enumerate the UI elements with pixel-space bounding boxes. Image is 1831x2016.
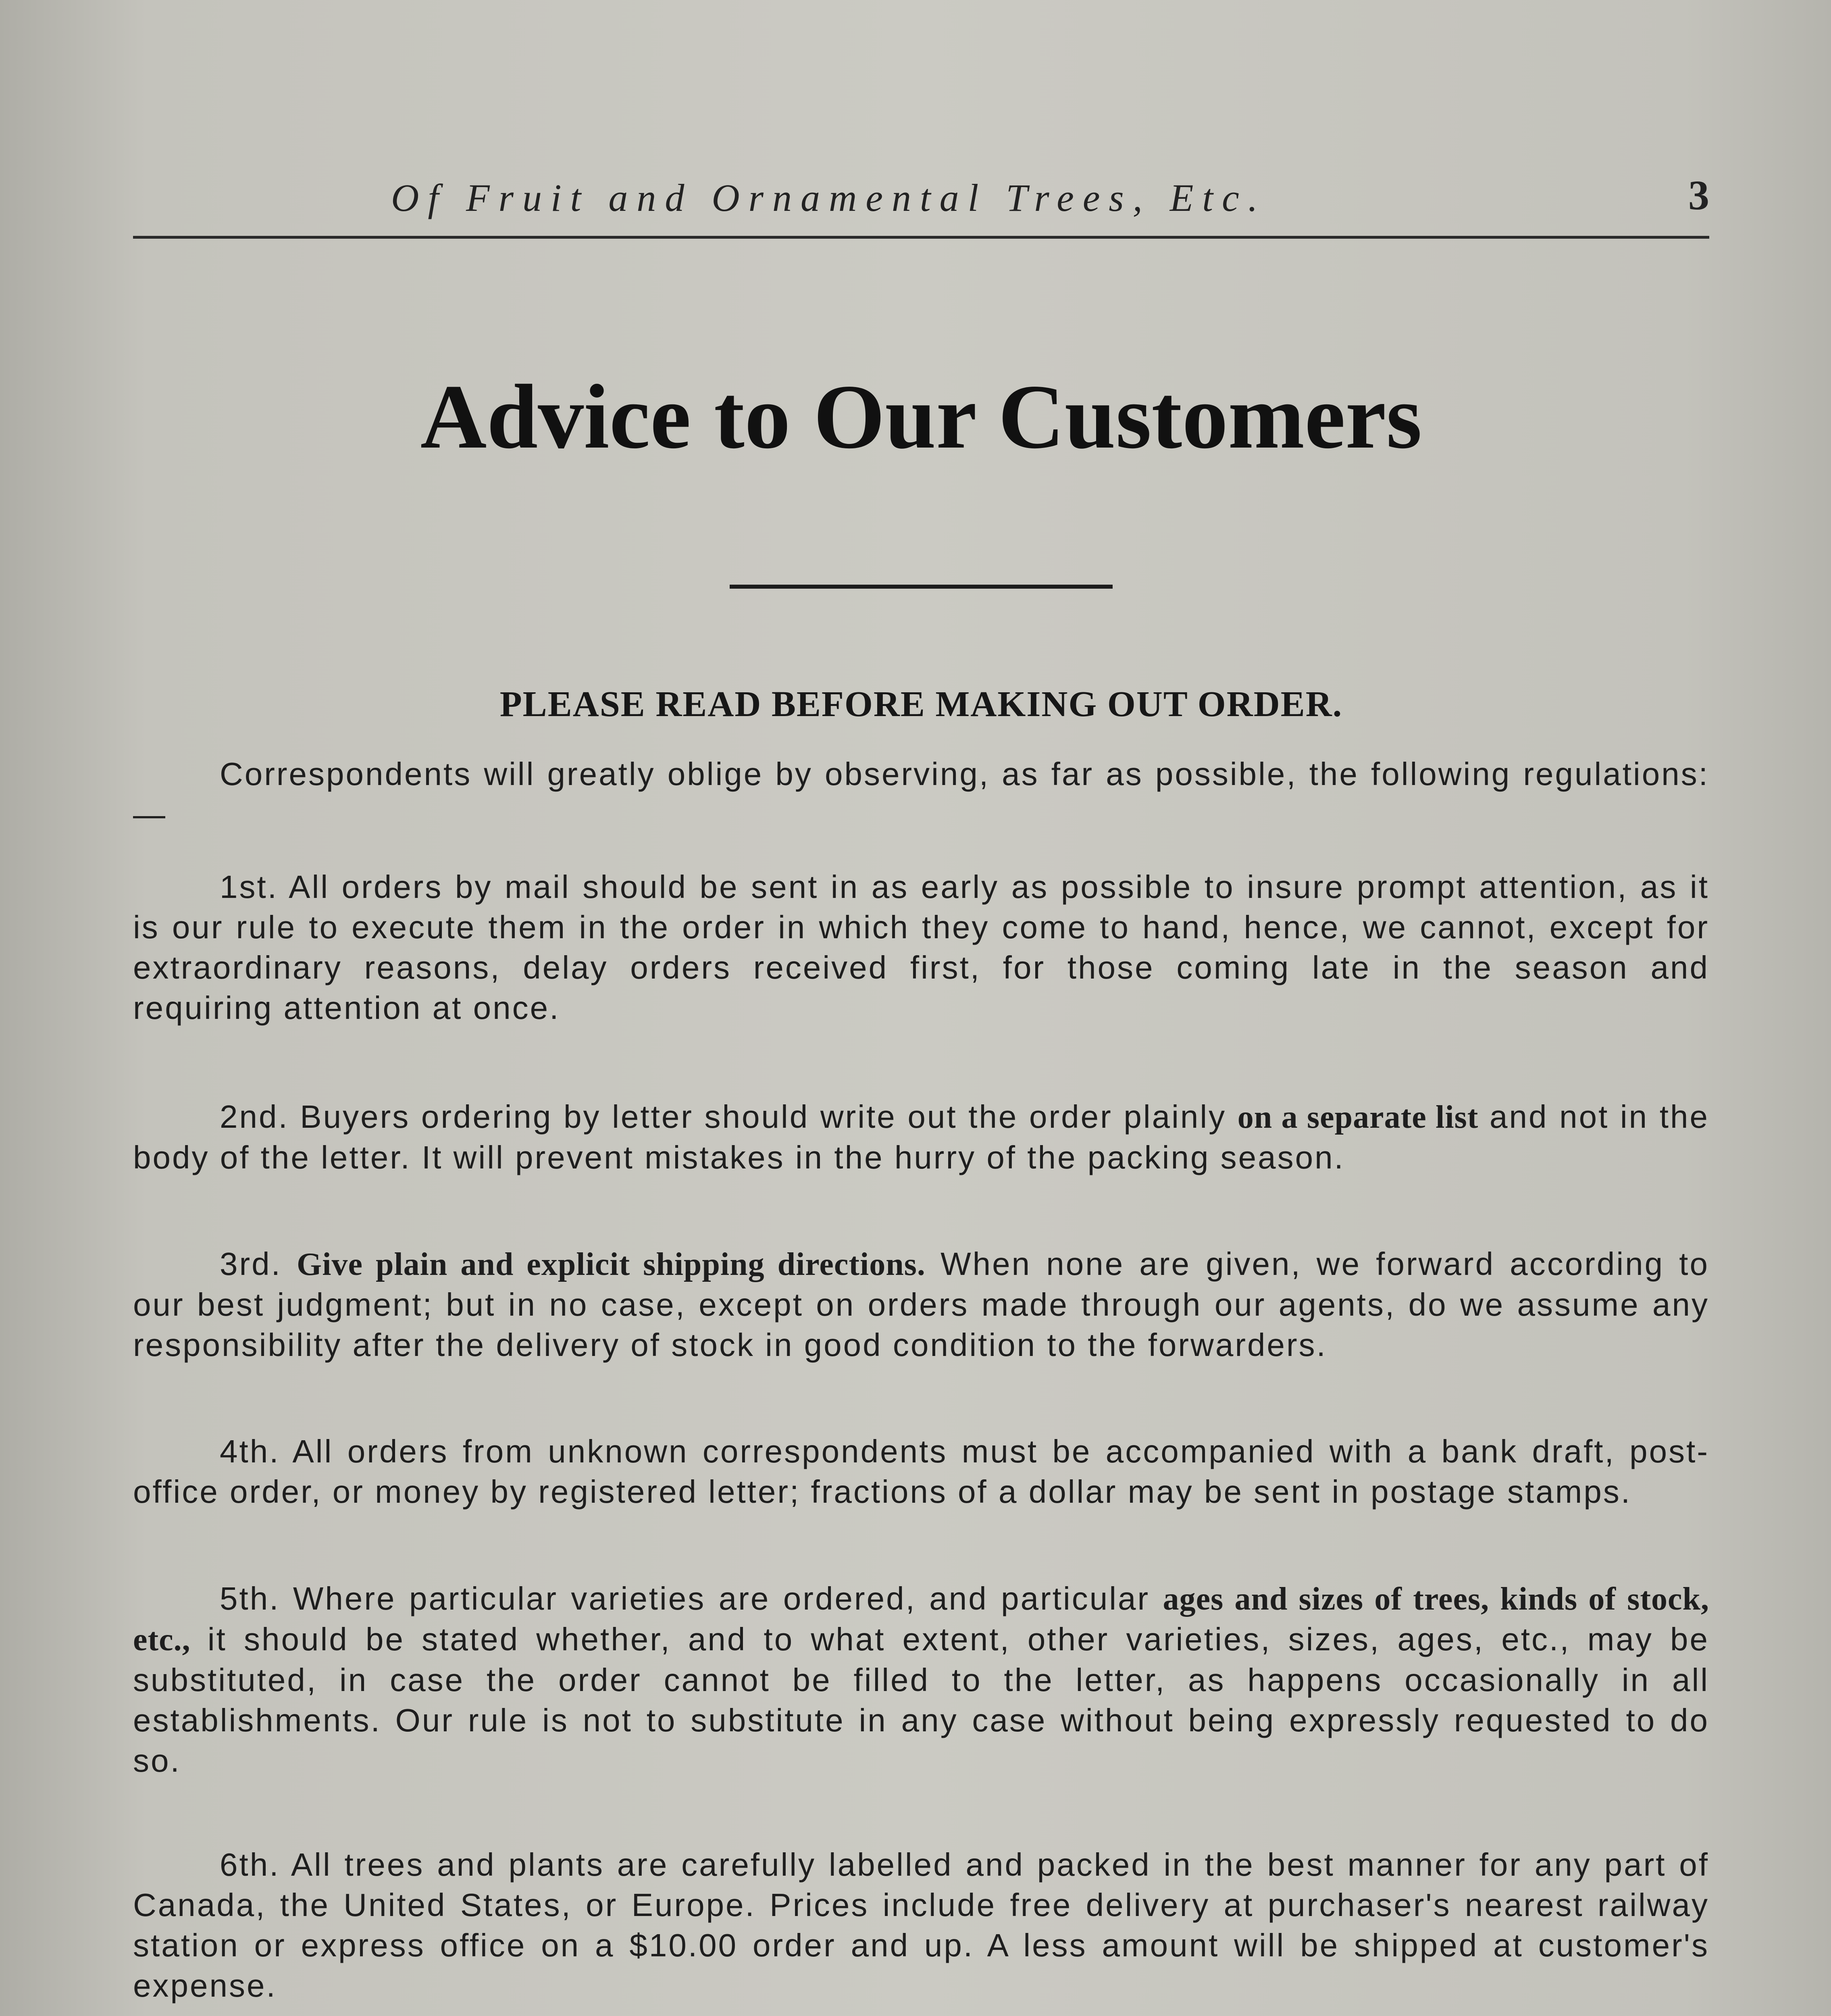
rule-2-emphasis: on a separate list (1237, 1100, 1479, 1135)
rule-3-text-pre: 3rd. (220, 1246, 297, 1282)
rule-1-paragraph: 1st. All orders by mail should be sent in as early as possible to insure prompt attention, as it is our rule to execute them in the order in which they come to hand, hence, we cannot, except for extraordinary reasons, delay orders received first, for those coming late in the season and requiring attention at once. (133, 869, 1709, 1026)
rule-3-paragraph (133, 1244, 1709, 1365)
intro-paragraph: Correspondents will greatly oblige by observing, as far as possible, the following regulations:— (133, 756, 1709, 832)
page-title: Advice to Our Customers (420, 366, 1422, 468)
rule-4-paragraph: 4th. All orders from unknown correspondents must be accompanied with a bank draft, post-office order, or money by registered letter; fractions of a dollar may be sent in postage stamps. (133, 1433, 1709, 1510)
page-number: 3 (1688, 172, 1709, 219)
page-header (133, 167, 1709, 239)
rule-2-text-post: and not in the body of the letter. It will prevent mistakes in the hurry of the packing season. (133, 1099, 1709, 1175)
please-read-heading: PLEASE READ BEFORE MAKING OUT ORDER. (499, 684, 1343, 724)
rule-5-emphasis: ages and sizes of trees, kinds of stock, etc., (133, 1581, 1709, 1658)
rule-5-paragraph (133, 1579, 1709, 1781)
rule-3-text-post: When none are given, we forward according to our best judgment; but in no case, except on orders made through our agents, do we assume any responsibility after the delivery of stock in good condition to the forwarders. (133, 1246, 1710, 1363)
rule-6-paragraph: 6th. All trees and plants are carefully labelled and packed in the best manner for any part of Canada, the United States, or Europe. Prices include free delivery at purchaser's nearest railway station or express office on a $10.00 order and up. A less amount will be shipped at customer's expense. (133, 1847, 1709, 2004)
title-rule (730, 585, 1113, 589)
rule-5-text-post: it should be stated whether, and to what extent, other varieties, sizes, ages, etc., may be substituted, in case the order cannot be filled to the letter, as happens occasionally in all establishments. Our rule is not to substitute in any case without being expressly requested to do so. (133, 1621, 1709, 1779)
running-head: Of Fruit and Ornamental Trees, Etc. (391, 176, 1267, 219)
rule-2-text-pre: 2nd. Buyers ordering by letter should write out the order plainly (220, 1099, 1238, 1135)
rule-2-paragraph (133, 1097, 1709, 1178)
rule-5-text-pre: 5th. Where particular varieties are ordered, and particular (220, 1581, 1163, 1616)
rule-3-emphasis: Give plain and explicit shipping directions. (297, 1247, 926, 1282)
